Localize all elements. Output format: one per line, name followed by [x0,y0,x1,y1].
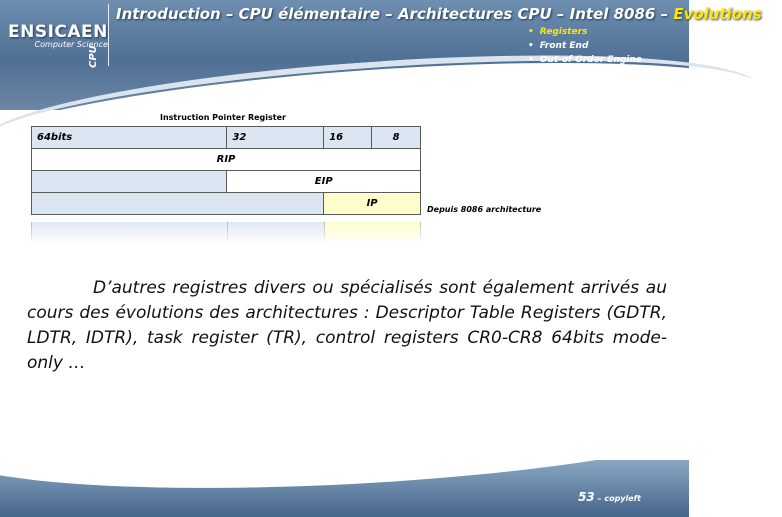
header-divider [108,4,109,66]
section-tag: CPU [88,45,99,68]
bits-16-cell: 16 [324,127,372,149]
title-breadcrumb: Introduction – CPU élémentaire – Architectures CPU – Intel 8086 – [116,5,674,23]
ip-upper-cell [32,193,324,215]
body-paragraph [27,276,667,376]
menu-item-front-end[interactable]: • Front End [528,39,642,53]
rip-cell: RIP [32,149,421,171]
eip-row [32,171,421,193]
eip-upper-cell [32,171,227,193]
bits-row [32,127,421,149]
menu-item-registers[interactable]: • Registers [528,25,642,39]
ip-row [32,193,421,215]
ip-cell: IP [324,193,421,215]
eip-cell: EIP [227,171,421,193]
section-menu [528,25,642,81]
menu-item-execution-core[interactable]: • Execution Core [528,67,642,81]
rip-row [32,149,421,171]
page-number-value: 53 [578,490,595,504]
title-highlight: Evolutions [673,5,762,23]
bits-64-cell: 64bits [32,127,227,149]
diagram-reflection [31,222,422,244]
copyleft-label: – copyleft [594,494,641,503]
footer-wave [0,383,762,506]
body-text: D’autres registres divers ou spécialisés sont également arrivés au cours des évolutions des architectures : Descriptor Table Registers (GDTR, LDTR, IDTR), task register (TR), control registers CR0-CR8 64bits mode-only … [27,278,667,373]
menu-item-out-of-order-engine[interactable]: • Out-of Order Engine [528,53,642,67]
bits-8-cell: 8 [372,127,421,149]
brand-subtitle: Computer Science [34,40,108,49]
slide-title [116,5,762,23]
diagram-note: Depuis 8086 architecture [427,205,542,214]
page-number [578,490,641,504]
register-diagram [31,126,421,215]
bits-32-cell: 32 [227,127,324,149]
diagram-caption: Instruction Pointer Register [160,113,286,122]
brand-name: ENSICAEN [8,22,108,42]
slide-footer [0,460,689,517]
